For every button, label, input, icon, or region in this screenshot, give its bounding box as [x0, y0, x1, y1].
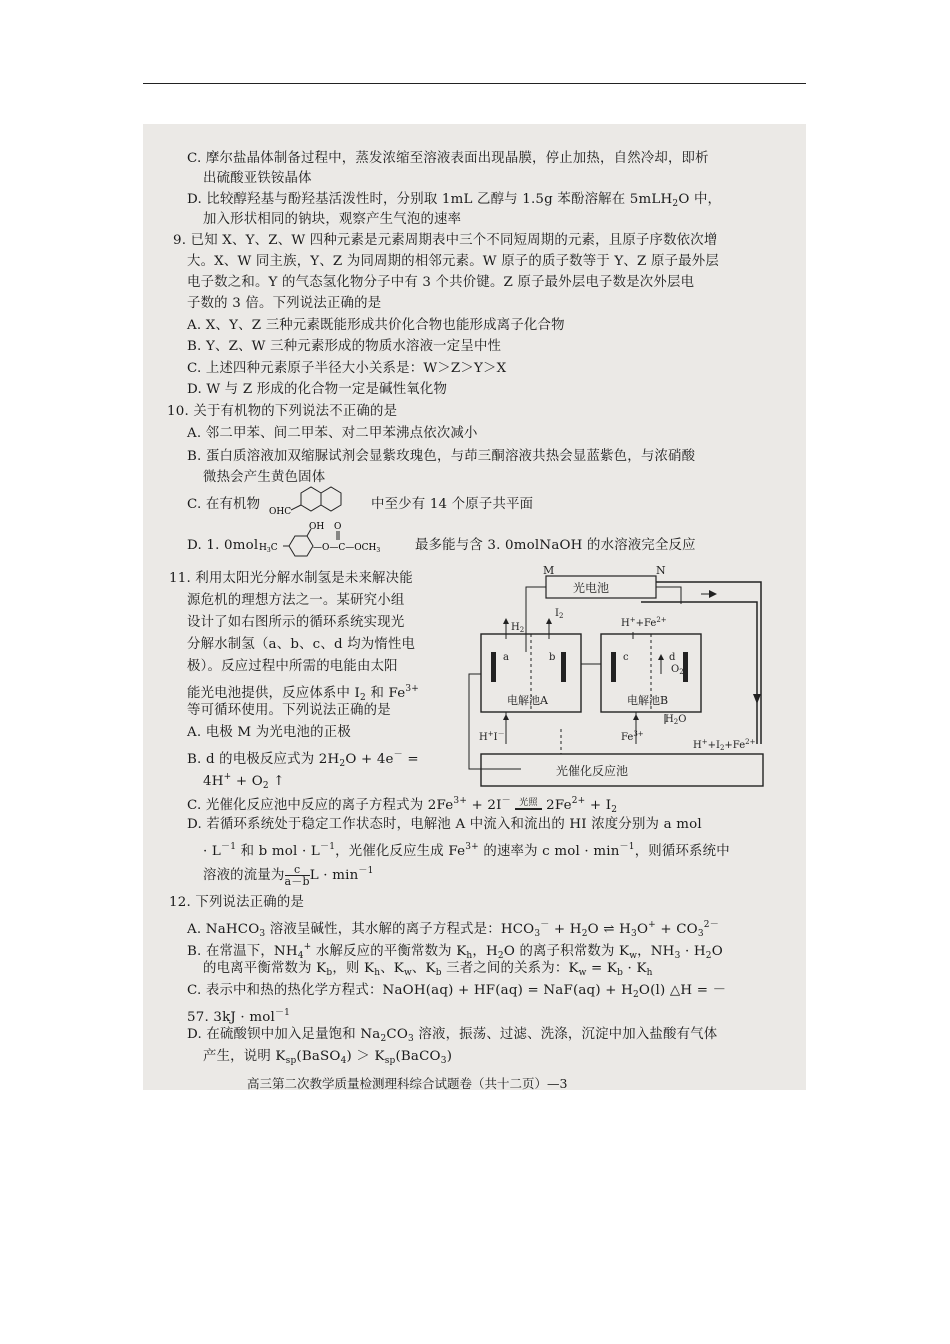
q10-stem: 10. 关于有机物的下列说法不正确的是 — [167, 404, 398, 419]
svg-text:a: a — [503, 652, 509, 663]
q9-stem-line2: 大。X、W 同主族，Y、Z 为同周期的相邻元素。W 原子的质子数等于 Y、Z 原子最外层 — [187, 254, 719, 269]
q9-stem-line4: 子数的 3 倍。下列说法正确的是 — [187, 296, 382, 311]
q11-stem-line3: 设计了如右图所示的循环系统实现光 — [187, 615, 405, 630]
svg-text:电解池A: 电解池A — [507, 694, 548, 707]
ester-phenol-structure — [257, 519, 417, 559]
svg-text:H2: $H_2$ — [511, 622, 525, 634]
q12-option-a: A. NaHCO$_3$ 溶液呈碱性，其水解的离子方程式是：$HCO_3^- + H_2O$ ⇌ $H_3O^+ + CO_3^{2-}$ — [187, 920, 719, 939]
svg-text:—O—C—OCH3: $—O—C—OCH_3$ — [313, 543, 381, 554]
q11-stem-line6: 能光电池提供，反应体系中 $I_2$ 和 $Fe^{3+}$ — [187, 684, 420, 703]
q8-option-d-line1: D. 比较醇羟基与酚羟基活泼性时，分别取 1mL 乙醇与 1.5g 苯酚溶解在 5mLH$_2$O 中， — [187, 192, 722, 209]
svg-text:光电池: 光电池 — [573, 581, 610, 595]
svg-text:光催化反应池: 光催化反应池 — [556, 764, 629, 778]
q12-option-c-line1: C. 表示中和热的热化学方程式：NaOH(aq) + $HF(aq) = NaF(aq) + H_2O(l)$ △H = － — [187, 983, 727, 1000]
q9-option-c: C. 上述四种元素原子半径大小关系是：W＞Z＞Y＞X — [187, 361, 507, 376]
q11-stem-line7: 等可循环使用。下列说法正确的是 — [187, 703, 391, 718]
scanned-page — [143, 124, 806, 1090]
q11-option-c: C. 光催化反应池中反应的离子方程式为 $2Fe^{3+} + 2I^-$ 光照 $2Fe^{2+} + I_2$ — [187, 796, 618, 815]
q11-option-b-line2: $4H^+ + O_2$ ↑ — [203, 772, 285, 791]
q8-option-c-line2: 出硫酸亚铁铵晶体 — [203, 171, 312, 186]
svg-text:O2: $O_2$ — [671, 664, 684, 676]
q10-option-b-line2: 微热会产生黄色固体 — [203, 470, 326, 485]
svg-text:H+I－: H+I－ — [479, 730, 505, 743]
q11-stem-line4: 分解水制氢（a、b、c、d 均为惰性电 — [187, 637, 416, 652]
q10-option-c: C. 在有机物 — [187, 497, 261, 512]
q12-stem: 12. 下列说法正确的是 — [169, 895, 305, 910]
svg-text:H++Fe2+: $H^++Fe^{2+}$ — [621, 616, 667, 629]
svg-text:N: N — [656, 564, 666, 577]
svg-text:M: M — [543, 564, 555, 577]
q10-option-d-tail: 最多能与含 3. 0molNaOH 的水溶液完全反应 — [415, 538, 696, 553]
svg-text:Fe3+: $Fe^{3+}$ — [621, 730, 644, 743]
q9-option-b: B. Y、Z、W 三种元素形成的物质水溶液一定呈中性 — [187, 339, 502, 354]
svg-text:d: d — [669, 652, 676, 663]
q12-option-b-line1: B. 在常温下，$NH_4^+$ 水解反应的平衡常数为 $K_h$，$H_2O$ 的离子积常数为 $K_w$，$NH_3 \cdot H_2O$ — [187, 942, 723, 961]
q9-stem-line1: 9. 已知 X、Y、Z、W 四种元素是元素周期表中三个不同短周期的元素，且原子序数依次增 — [173, 233, 718, 248]
page-footer: 高三第二次教学质量检测理科综合试题卷（共十二页）—3 — [247, 1076, 568, 1090]
q12-option-d-line2: 产生，说明 $K_{sp}(BaSO_4)$ ＞ $K_{sp}(BaCO_3)$ — [203, 1049, 453, 1066]
q11-stem-line1: 11. 利用太阳光分解水制氢是未来解决能 — [169, 571, 413, 586]
svg-text:c: c — [623, 652, 629, 663]
svg-text:H++I2+Fe2+: $H^++I_2+Fe^{2+}$ — [693, 738, 756, 752]
q11-stem-line5: 极）。反应过程中所需的电能由太阳 — [187, 659, 398, 674]
q9-option-d: D. W 与 Z 形成的化合物一定是碱性氧化物 — [187, 382, 448, 397]
svg-text:OHC: OHC — [269, 507, 292, 517]
q11-option-b-line1: B. d 的电极反应式为 $2H_2O + 4e^-$ = — [187, 750, 419, 769]
q9-stem-line3: 电子数之和。Y 的气态氢化物分子中有 3 个共价键。Z 原子最外层电子数是次外层电 — [187, 275, 695, 290]
svg-text:H2O: $H_2O$ — [665, 714, 687, 726]
q8-option-d-line2: 加入形状相同的钠块，观察产生气泡的速率 — [203, 212, 462, 227]
q11-option-d-line3: 溶液的流量为 $\frac{c}{a-b}$ $L \cdot \min^{-1}$ — [203, 863, 374, 888]
svg-text:I2: $I_2$ — [555, 608, 564, 620]
q12-option-b-line2: 的电离平衡常数为 $K_b$，则 $K_h$、$K_w$、$K_b$ 三者之间的关系为：$K_w = K_b \cdot K_h$ — [203, 961, 653, 978]
q9-option-a: A. X、Y、Z 三种元素既能形成共价化合物也能形成离子化合物 — [187, 318, 565, 333]
q11-option-a: A. 电极 M 为光电池的正极 — [187, 725, 351, 740]
water-splitting-cycle-diagram — [461, 564, 773, 789]
q8-option-c-line1: C. 摩尔盐晶体制备过程中，蒸发浓缩至溶液表面出现晶膜，停止加热，自然冷却，即析 — [187, 151, 709, 166]
q11-option-d-line1: D. 若循环系统处于稳定工作状态时，电解池 A 中流入和流出的 HI 浓度分别为 a mol — [187, 817, 702, 832]
q12-option-d-line1: D. 在硫酸钡中加入足量饱和 $Na_2CO_3$ 溶液，振荡、过滤、洗涤，沉淀中加入盐酸有气体 — [187, 1027, 718, 1044]
svg-text:b: b — [549, 652, 556, 663]
svg-text:电解池B: 电解池B — [627, 694, 669, 707]
q11-stem-line2: 源危机的理想方法之一。某研究小组 — [187, 593, 405, 608]
q11-option-d-line2: · $L^{-1}$ 和 b mol · $L^{-1}$，光催化反应生成 $Fe^{3+}$ 的速率为 c mol · $\min^{-1}$，则循环系统中 — [203, 842, 730, 859]
q10-option-b-line1: B. 蛋白质溶液加双缩脲试剂会显紫玫瑰色，与茚三酮溶液共热会显蓝紫色，与浓硝酸 — [187, 449, 696, 464]
light-condition-arrow: 光照 — [515, 798, 541, 810]
svg-text:OH: OH — [309, 522, 325, 532]
svg-text:O: O — [334, 522, 342, 532]
q10-option-d: D. 1. 0mol — [187, 538, 259, 553]
naphthaldehyde-structure — [267, 480, 371, 522]
q10-option-c-tail: 中至少有 14 个原子共平面 — [371, 497, 534, 512]
q12-option-c-line2: 57. 3kJ · mol$^{-1}$ — [187, 1008, 291, 1025]
top-rule — [143, 83, 806, 84]
q10-option-a: A. 邻二甲苯、间二甲苯、对二甲苯沸点依次减小 — [187, 426, 478, 441]
svg-text:H3C: $H_3C$ — [259, 543, 278, 554]
